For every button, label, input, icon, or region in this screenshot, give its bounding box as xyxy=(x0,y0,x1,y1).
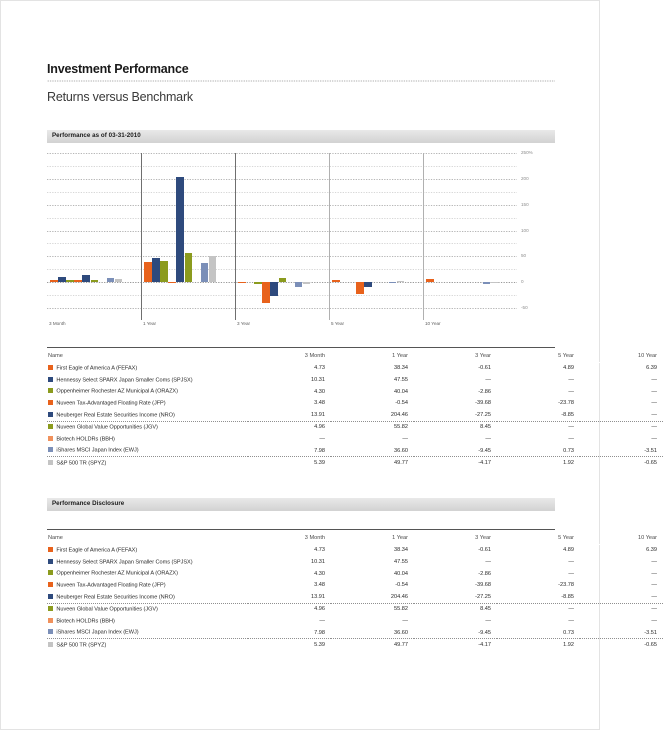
return-value-cell: — xyxy=(497,421,580,433)
column-header-1-year: 1 Year xyxy=(331,532,414,544)
performance-bar-chart xyxy=(47,150,555,333)
return-value-cell: 0.73 xyxy=(563,629,574,636)
legend-swatch-icon xyxy=(48,424,53,429)
page-subtitle: Returns versus Benchmark xyxy=(47,90,193,104)
chart-bar xyxy=(144,262,152,282)
legend-swatch-icon xyxy=(48,365,53,370)
return-value-cell: -0.54 xyxy=(395,582,408,589)
legend-swatch-icon xyxy=(48,618,53,623)
chart-gridline-minor xyxy=(47,269,517,270)
fund-name-cell xyxy=(47,591,248,603)
return-value-cell: 0.73 xyxy=(563,447,574,454)
fund-name-cell xyxy=(47,386,248,398)
legend-swatch-icon xyxy=(48,547,53,552)
table-row xyxy=(47,409,663,421)
chart-bar xyxy=(270,282,278,296)
return-value-cell: 8.45 xyxy=(414,603,497,615)
fund-name-cell xyxy=(47,445,248,457)
chart-bar xyxy=(58,277,66,282)
chart-bar xyxy=(254,282,262,283)
fund-name-label: Nuveen Tax-Advantaged Floating Rate (JFP) xyxy=(56,400,166,407)
return-value-cell: — xyxy=(651,435,657,442)
return-value-cell: 6.39 xyxy=(646,547,657,554)
return-value-cell: — xyxy=(651,558,657,565)
return-value-cell: 10.31 xyxy=(311,558,325,565)
return-value-cell: -39.68 xyxy=(475,400,491,407)
return-value-cell: -0.61 xyxy=(478,365,491,372)
return-value-cell: 4.73 xyxy=(314,547,325,554)
table-top-rule xyxy=(47,529,555,530)
legend-swatch-icon xyxy=(48,559,53,564)
fund-name-label: Hennessy Select SPARX Japan Smaller Coms (SPJSX) xyxy=(56,377,193,384)
return-value-cell: -27.25 xyxy=(475,411,491,418)
return-value-cell: 55.82 xyxy=(331,421,414,433)
return-value-cell: 55.82 xyxy=(331,603,414,615)
return-value-cell: — xyxy=(651,570,657,577)
return-value-cell: 13.91 xyxy=(311,593,325,600)
chart-bar xyxy=(74,280,82,282)
return-value-cell: 36.60 xyxy=(394,447,408,454)
return-value-cell: — xyxy=(319,617,325,624)
column-header-name: Name xyxy=(47,532,248,544)
chart-y-axis-label: 0 xyxy=(521,279,524,285)
chart-bar xyxy=(356,282,364,294)
return-value-cell: -0.65 xyxy=(580,457,663,469)
fund-name-cell xyxy=(47,397,248,409)
performance-table-grid xyxy=(47,350,663,469)
column-header-name: Name xyxy=(47,350,248,362)
return-value-cell: -3.51 xyxy=(644,629,657,636)
return-value-cell: 4.96 xyxy=(248,603,331,615)
fund-name-label: Biotech HOLDRs (BBH) xyxy=(56,618,115,625)
return-value-cell: 40.04 xyxy=(394,570,408,577)
return-value-cell: — xyxy=(485,558,491,565)
fund-name-cell xyxy=(47,544,248,556)
legend-swatch-icon xyxy=(48,400,53,405)
return-value-cell: — xyxy=(402,435,408,442)
return-value-cell: — xyxy=(568,435,574,442)
chart-gridline xyxy=(47,179,517,180)
title-divider xyxy=(47,80,555,82)
table-body xyxy=(47,362,663,469)
table-row xyxy=(47,603,663,615)
return-value-cell: -23.78 xyxy=(558,400,574,407)
chart-bar xyxy=(397,281,405,282)
return-value-cell: -8.85 xyxy=(561,411,574,418)
table-row xyxy=(47,627,663,639)
chart-bar xyxy=(364,282,372,287)
table-row xyxy=(47,386,663,398)
table-row xyxy=(47,579,663,591)
table-row xyxy=(47,568,663,580)
chart-y-axis-label: 200 xyxy=(521,175,529,181)
fund-name-label: iShares MSCI Japan Index (EWJ) xyxy=(56,447,139,454)
fund-name-cell xyxy=(47,421,248,433)
chart-bar xyxy=(115,279,123,282)
return-value-cell: 49.77 xyxy=(331,457,414,469)
fund-name-label: First Eagle of America A (FEFAX) xyxy=(56,547,138,554)
legend-swatch-icon xyxy=(48,447,53,452)
fund-name-cell xyxy=(47,627,248,639)
return-value-cell: 204.46 xyxy=(390,593,408,600)
fund-name-cell xyxy=(47,374,248,386)
fund-name-cell xyxy=(47,579,248,591)
table-row xyxy=(47,362,663,374)
return-value-cell: — xyxy=(651,617,657,624)
chart-y-axis-label: 100 xyxy=(521,227,529,233)
fund-name-label: Nuveen Tax-Advantaged Floating Rate (JFP) xyxy=(56,582,166,589)
return-value-cell: -0.54 xyxy=(395,400,408,407)
return-value-cell: 4.30 xyxy=(314,570,325,577)
chart-gridline-minor xyxy=(47,243,517,244)
fund-name-cell xyxy=(47,362,248,374)
legend-swatch-icon xyxy=(48,594,53,599)
column-header-3-year: 3 Year xyxy=(414,532,497,544)
chart-bar xyxy=(332,280,340,283)
column-header-3-month: 3 Month xyxy=(248,532,331,544)
chart-x-axis-label: 1 Year xyxy=(143,321,157,326)
table-row xyxy=(47,421,663,433)
chart-bar xyxy=(295,282,303,287)
legend-swatch-icon xyxy=(48,629,53,634)
return-value-cell: — xyxy=(651,593,657,600)
legend-swatch-icon xyxy=(48,606,53,611)
fund-name-label: Oppenheimer Rochester AZ Municipal A (ORAZX) xyxy=(56,570,178,577)
return-value-cell: 6.39 xyxy=(646,365,657,372)
chart-gridline xyxy=(47,256,517,257)
fund-name-label: Biotech HOLDRs (BBH) xyxy=(56,436,115,443)
section-header-disclosure xyxy=(47,498,555,511)
return-value-cell: — xyxy=(485,376,491,383)
return-value-cell: -4.17 xyxy=(414,639,497,651)
chart-x-axis-label: 10 Year xyxy=(425,321,441,326)
fund-name-label: Hennessy Select SPARX Japan Smaller Coms (SPJSX) xyxy=(56,559,193,566)
return-value-cell: 5.39 xyxy=(248,457,331,469)
fund-name-cell xyxy=(47,639,248,651)
chart-bar xyxy=(168,282,176,283)
return-value-cell: — xyxy=(485,435,491,442)
return-value-cell: — xyxy=(651,376,657,383)
chart-gridline xyxy=(47,153,517,154)
page-title: Investment Performance xyxy=(47,62,189,76)
table-row xyxy=(47,397,663,409)
fund-name-cell xyxy=(47,615,248,627)
chart-x-axis-label: 3 Month xyxy=(49,321,66,326)
return-value-cell: — xyxy=(568,617,574,624)
return-value-cell: — xyxy=(580,603,663,615)
fund-name-label: Neuberger Real Estate Securities Income (NRO) xyxy=(56,594,175,601)
chart-bar xyxy=(176,177,184,283)
column-header-10-year: 10 Year xyxy=(580,532,663,544)
chart-plot-area xyxy=(47,150,533,326)
return-value-cell: -9.45 xyxy=(478,447,491,454)
chart-bar xyxy=(152,258,160,283)
return-value-cell: -39.68 xyxy=(475,582,491,589)
table-header-row xyxy=(47,532,663,544)
table-header-row xyxy=(47,350,663,362)
return-value-cell: -27.25 xyxy=(475,593,491,600)
chart-bar xyxy=(66,280,74,282)
chart-bar xyxy=(426,279,434,282)
return-value-cell: — xyxy=(568,570,574,577)
column-header-10-year: 10 Year xyxy=(580,350,663,362)
chart-y-axis-label: 50 xyxy=(521,253,527,259)
chart-group-separator xyxy=(235,153,236,320)
return-value-cell: 4.89 xyxy=(563,365,574,372)
return-value-cell: — xyxy=(568,388,574,395)
table-body xyxy=(47,544,663,651)
return-value-cell: -0.61 xyxy=(478,547,491,554)
fund-name-label: First Eagle of America A (FEFAX) xyxy=(56,365,138,372)
return-value-cell: — xyxy=(568,376,574,383)
chart-bar xyxy=(483,282,491,284)
chart-gridline-minor xyxy=(47,166,517,167)
chart-bar xyxy=(491,282,499,283)
chart-y-axis-label: 150 xyxy=(521,201,529,207)
return-value-cell: -2.86 xyxy=(478,388,491,395)
chart-y-axis-label: 250% xyxy=(521,150,533,155)
legend-swatch-icon xyxy=(48,460,53,465)
legend-swatch-icon xyxy=(48,582,53,587)
table-top-rule xyxy=(47,347,555,348)
return-value-cell: -9.45 xyxy=(478,629,491,636)
chart-bar xyxy=(389,282,397,283)
fund-name-cell xyxy=(47,457,248,469)
column-header-5-year: 5 Year xyxy=(497,532,580,544)
return-value-cell: 4.30 xyxy=(314,388,325,395)
return-value-cell: 38.34 xyxy=(394,547,408,554)
table-row xyxy=(47,639,663,651)
return-value-cell: 5.39 xyxy=(248,639,331,651)
return-value-cell: -8.85 xyxy=(561,593,574,600)
chart-bar xyxy=(107,278,115,282)
table-row xyxy=(47,544,663,556)
fund-name-label: Nuveen Global Value Opportunities (JGV) xyxy=(56,424,158,431)
legend-swatch-icon xyxy=(48,570,53,575)
chart-x-axis-label: 3 Year xyxy=(237,321,251,326)
fund-name-cell xyxy=(47,568,248,580)
return-value-cell: — xyxy=(497,603,580,615)
return-value-cell: 4.73 xyxy=(314,365,325,372)
legend-swatch-icon xyxy=(48,377,53,382)
chart-bar xyxy=(160,261,168,282)
fund-name-cell xyxy=(47,433,248,445)
chart-bar xyxy=(209,256,217,282)
disclosure-table-grid xyxy=(47,532,663,651)
chart-bar xyxy=(201,263,209,282)
return-value-cell: — xyxy=(568,558,574,565)
chart-gridline-minor xyxy=(47,295,517,296)
table-row xyxy=(47,445,663,457)
chart-x-axis-label: 5 Year xyxy=(331,321,345,326)
column-header-3-year: 3 Year xyxy=(414,350,497,362)
return-value-cell: — xyxy=(402,617,408,624)
return-value-cell: -3.51 xyxy=(644,447,657,454)
return-value-cell: 47.55 xyxy=(394,376,408,383)
legend-swatch-icon xyxy=(48,388,53,393)
return-value-cell: 13.91 xyxy=(311,411,325,418)
chart-gridline xyxy=(47,231,517,232)
chart-gridline xyxy=(47,308,517,309)
return-value-cell: 4.96 xyxy=(248,421,331,433)
legend-swatch-icon xyxy=(48,412,53,417)
return-value-cell: 7.98 xyxy=(314,629,325,636)
report-page xyxy=(1,1,657,729)
section-header-disclosure-label: Performance Disclosure xyxy=(52,500,125,507)
return-value-cell: 3.48 xyxy=(314,582,325,589)
chart-y-axis-label: -50 xyxy=(521,305,528,310)
return-value-cell: — xyxy=(651,411,657,418)
fund-name-cell xyxy=(47,409,248,421)
return-value-cell: 49.77 xyxy=(331,639,414,651)
return-value-cell: -4.17 xyxy=(414,457,497,469)
chart-bar xyxy=(82,275,90,282)
table-row xyxy=(47,556,663,568)
return-value-cell: — xyxy=(319,435,325,442)
return-value-cell: 3.48 xyxy=(314,400,325,407)
legend-swatch-icon xyxy=(48,436,53,441)
return-value-cell: -23.78 xyxy=(558,582,574,589)
chart-bar xyxy=(185,253,193,282)
table-row xyxy=(47,433,663,445)
chart-bar xyxy=(91,280,99,283)
performance-table xyxy=(47,347,657,469)
chart-gridline-minor xyxy=(47,218,517,219)
chart-group-separator xyxy=(423,153,424,320)
return-value-cell: 1.92 xyxy=(497,457,580,469)
fund-name-label: Neuberger Real Estate Securities Income (NRO) xyxy=(56,412,175,419)
return-value-cell: 38.34 xyxy=(394,365,408,372)
return-value-cell: 204.46 xyxy=(390,411,408,418)
column-header-5-year: 5 Year xyxy=(497,350,580,362)
chart-gridline xyxy=(47,205,517,206)
fund-name-label: Oppenheimer Rochester AZ Municipal A (ORAZX) xyxy=(56,388,178,395)
chart-group-separator xyxy=(141,153,142,320)
chart-bar xyxy=(238,282,246,283)
return-value-cell: 10.31 xyxy=(311,376,325,383)
fund-name-label: Nuveen Global Value Opportunities (JGV) xyxy=(56,606,158,613)
fund-name-cell xyxy=(47,603,248,615)
table-row xyxy=(47,615,663,627)
chart-gridline-minor xyxy=(47,192,517,193)
fund-name-label: iShares MSCI Japan Index (EWJ) xyxy=(56,629,139,636)
return-value-cell: 7.98 xyxy=(314,447,325,454)
return-value-cell: -2.86 xyxy=(478,570,491,577)
return-value-cell: — xyxy=(485,617,491,624)
return-value-cell: -0.65 xyxy=(580,639,663,651)
chart-bar xyxy=(262,282,270,303)
chart-bar xyxy=(50,280,58,282)
fund-name-cell xyxy=(47,556,248,568)
fund-name-label: S&P 500 TR (SPYZ) xyxy=(56,642,107,649)
table-row xyxy=(47,591,663,603)
chart-group-separator xyxy=(329,153,330,320)
chart-bar xyxy=(279,278,287,282)
column-header-1-year: 1 Year xyxy=(331,350,414,362)
return-value-cell: — xyxy=(651,400,657,407)
return-value-cell: — xyxy=(651,582,657,589)
table-row xyxy=(47,374,663,386)
disclosure-table xyxy=(47,529,657,651)
return-value-cell: 36.60 xyxy=(394,629,408,636)
column-header-3-month: 3 Month xyxy=(248,350,331,362)
legend-swatch-icon xyxy=(48,642,53,647)
chart-gridline xyxy=(47,282,517,283)
return-value-cell: 1.92 xyxy=(497,639,580,651)
return-value-cell: 4.89 xyxy=(563,547,574,554)
return-value-cell: 40.04 xyxy=(394,388,408,395)
return-value-cell: 47.55 xyxy=(394,558,408,565)
return-value-cell: — xyxy=(580,421,663,433)
section-header-performance-label: Performance as of 03-31-2010 xyxy=(52,132,141,139)
chart-bar xyxy=(303,282,311,284)
fund-name-label: S&P 500 TR (SPYZ) xyxy=(56,460,107,467)
return-value-cell: — xyxy=(651,388,657,395)
return-value-cell: 8.45 xyxy=(414,421,497,433)
section-header-performance xyxy=(47,130,555,143)
table-row xyxy=(47,457,663,469)
